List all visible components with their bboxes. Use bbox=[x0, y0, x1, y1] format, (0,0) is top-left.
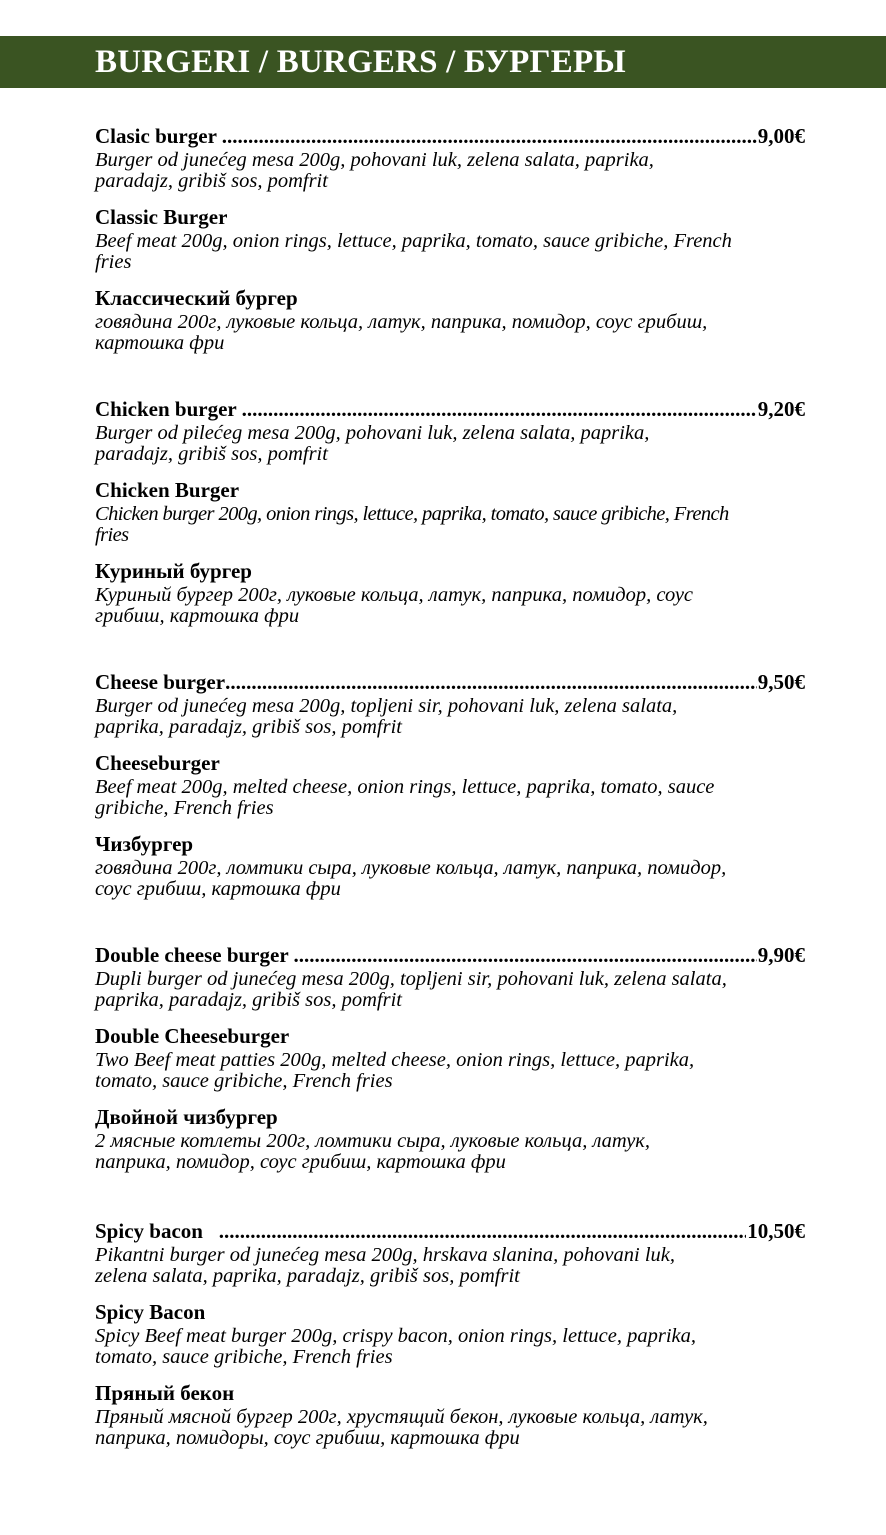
description-line: Spicy Beef meat burger 200g, crispy bacon, onion rings, lettuce, paprika, bbox=[95, 1325, 697, 1347]
section-title: BURGERI / BURGERS / БУРГЕРЫ bbox=[95, 44, 626, 80]
description-line: Burger od junećeg mesa 200g, pohovani luk, zelena salata, paprika, bbox=[95, 149, 654, 171]
item-description-english bbox=[95, 1050, 805, 1092]
item-name-english: Chicken Burger bbox=[95, 478, 240, 502]
dot-leader bbox=[242, 397, 757, 421]
description-line: paprika, paradajz, gribiš sos, pomfrit bbox=[95, 716, 402, 738]
item-price: 10,50€ bbox=[747, 1219, 805, 1243]
description-line: соус грибиш, картошка фри bbox=[95, 878, 341, 900]
dot-leader bbox=[225, 670, 757, 694]
item-description-english bbox=[95, 1326, 805, 1368]
item-name-local: Clasic burger bbox=[95, 124, 222, 148]
description-line: paprika, paradajz, gribiš sos, pomfrit bbox=[95, 989, 402, 1011]
item-name-russian: Куриный бургер bbox=[95, 559, 252, 583]
description-line: 2 мясные котлеты 200г, ломтики сыра, луковые кольца, латук, bbox=[95, 1130, 651, 1152]
item-name-local: Chicken burger bbox=[95, 397, 242, 421]
description-line: paradajz, gribiš sos, pomfrit bbox=[95, 170, 328, 192]
item-price-line bbox=[95, 670, 805, 694]
item-name-local: Spicy bacon bbox=[95, 1219, 219, 1243]
item-name-english: Spicy Bacon bbox=[95, 1300, 206, 1324]
item-description-russian bbox=[95, 1131, 805, 1173]
item-price-line bbox=[95, 1219, 805, 1243]
menu-item-double-cheese-burger bbox=[95, 943, 805, 1173]
description-line: Burger od junećeg mesa 200g, topljeni sir, pohovani luk, zelena salata, bbox=[95, 695, 678, 717]
item-name-russian: Чизбургер bbox=[95, 832, 194, 856]
item-name-russian: Классический бургер bbox=[95, 286, 298, 310]
dot-leader bbox=[219, 1219, 747, 1243]
item-name-english: Double Cheeseburger bbox=[95, 1024, 290, 1048]
description-line: Beef meat 200g, melted cheese, onion rings, lettuce, paprika, tomato, sauce bbox=[95, 776, 715, 798]
description-line: paradajz, gribiš sos, pomfrit bbox=[95, 443, 328, 465]
description-line: tomato, sauce gribiche, French fries bbox=[95, 1070, 393, 1092]
menu-item-chicken-burger bbox=[95, 397, 805, 627]
item-name-local: Double cheese burger bbox=[95, 943, 294, 967]
item-price: 9,00€ bbox=[757, 124, 805, 148]
description-line: zelena salata, paprika, paradajz, gribiš sos, pomfrit bbox=[95, 1265, 520, 1287]
menu-item-spicy-bacon bbox=[95, 1219, 805, 1449]
item-description-russian bbox=[95, 312, 805, 354]
description-line: fries bbox=[95, 524, 129, 546]
item-price-line bbox=[95, 124, 805, 148]
description-line: говядина 200г, ломтики сыра, луковые кольца, латук, паприка, помидор, bbox=[95, 857, 727, 879]
description-line: tomato, sauce gribiche, French fries bbox=[95, 1346, 393, 1368]
item-price: 9,50€ bbox=[757, 670, 805, 694]
dot-leader bbox=[222, 124, 757, 148]
description-line: Куриный бургер 200г, луковые кольца, латук, паприка, помидор, соус bbox=[95, 584, 694, 606]
item-description-english bbox=[95, 231, 805, 273]
item-description-english bbox=[95, 777, 805, 819]
dot-leader bbox=[294, 943, 757, 967]
item-name-english: Cheeseburger bbox=[95, 751, 220, 775]
item-description-local bbox=[95, 969, 805, 1011]
item-description-english bbox=[95, 504, 805, 546]
item-description-local bbox=[95, 150, 805, 192]
description-line: картошка фри bbox=[95, 332, 225, 354]
description-line: грибиш, картошка фри bbox=[95, 605, 300, 627]
menu-item-cheese-burger bbox=[95, 670, 805, 900]
item-description-local bbox=[95, 423, 805, 465]
description-line: паприка, помидор, соус грибиш, картошка фри bbox=[95, 1151, 506, 1173]
description-line: Beef meat 200g, onion rings, lettuce, paprika, tomato, sauce gribiche, French bbox=[95, 230, 732, 252]
description-line: Chicken burger 200g, onion rings, lettuce, paprika, tomato, sauce gribiche, French bbox=[95, 503, 729, 525]
description-line: fries bbox=[95, 251, 132, 273]
item-description-russian bbox=[95, 858, 805, 900]
item-name-english: Classic Burger bbox=[95, 205, 228, 229]
description-line: Пряный мясной бургер 200г, хрустящий бекон, луковые кольца, латук, bbox=[95, 1406, 708, 1428]
description-line: Two Beef meat patties 200g, melted cheese, onion rings, lettuce, paprika, bbox=[95, 1049, 695, 1071]
item-description-local bbox=[95, 696, 805, 738]
description-line: говядина 200г, луковые кольца, латук, паприка, помидор, соус грибиш, bbox=[95, 311, 708, 333]
item-name-local: Cheese burger bbox=[95, 670, 226, 694]
item-description-russian bbox=[95, 585, 805, 627]
item-name-russian: Пряный бекон bbox=[95, 1381, 235, 1405]
description-line: Pikantni burger od junećeg mesa 200g, hrskava slanina, pohovani luk, bbox=[95, 1244, 675, 1266]
description-line: Dupli burger od junećeg mesa 200g, topljeni sir, pohovani luk, zelena salata, bbox=[95, 968, 727, 990]
item-price-line bbox=[95, 397, 805, 421]
item-name-russian: Двойной чизбургер bbox=[95, 1105, 278, 1129]
section-header-band bbox=[0, 36, 886, 88]
item-description-local bbox=[95, 1245, 805, 1287]
item-description-russian bbox=[95, 1407, 805, 1449]
description-line: Burger od pilećeg mesa 200g, pohovani luk, zelena salata, paprika, bbox=[95, 422, 650, 444]
item-price: 9,20€ bbox=[757, 397, 805, 421]
description-line: gribiche, French fries bbox=[95, 797, 274, 819]
description-line: паприка, помидоры, соус грибиш, картошка фри bbox=[95, 1427, 520, 1449]
menu-item-clasic-burger bbox=[95, 124, 805, 354]
item-price: 9,90€ bbox=[757, 943, 805, 967]
item-price-line bbox=[95, 943, 805, 967]
